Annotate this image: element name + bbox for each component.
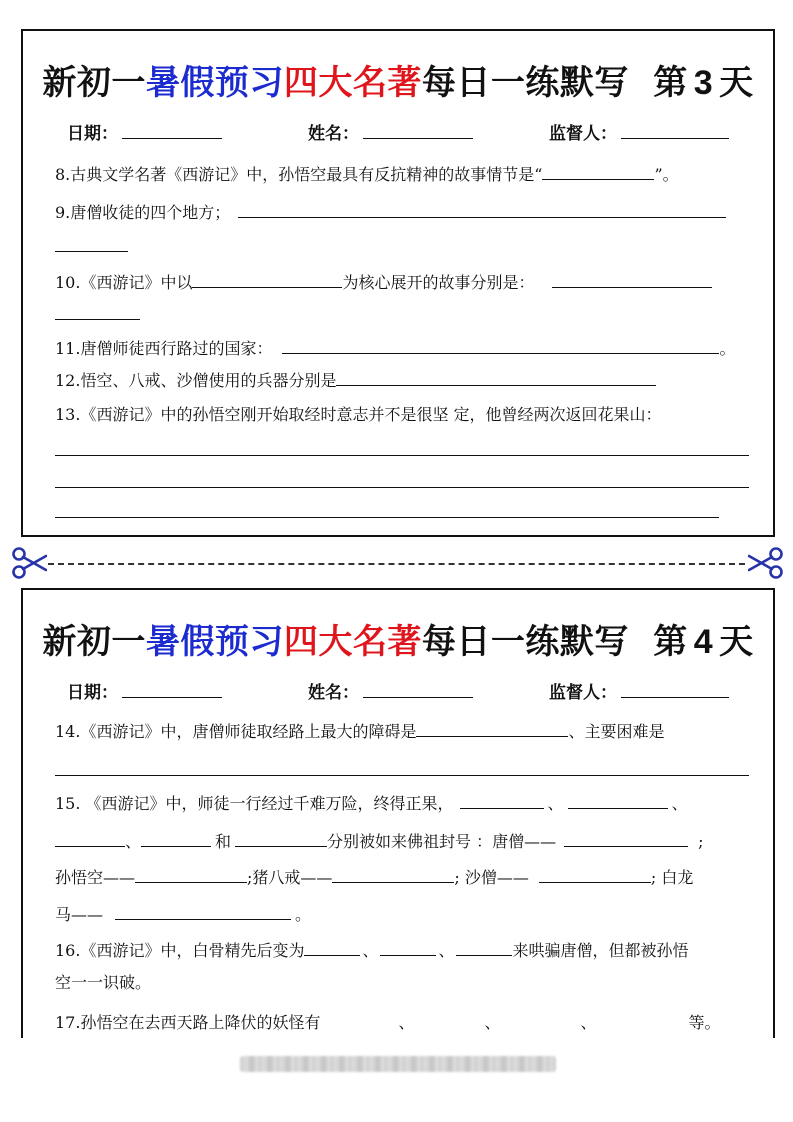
q14-text-a: 14.《西游记》中，唐僧师徒取经路上最大的障碍是 (55, 722, 417, 741)
q14-blank-1[interactable] (416, 720, 568, 737)
day-prefix: 第 (653, 622, 688, 662)
q13-text: 13.《西游记》中的孙悟空刚开始取经时意志并不是很坚 定，他曾经两次返回花果山： (55, 405, 662, 424)
q17-sep: 、 (580, 1013, 597, 1032)
q16-text-c: 空一一识破。 (55, 973, 152, 992)
name-blank[interactable] (363, 122, 473, 139)
supervisor-blank[interactable] (621, 681, 729, 698)
q8-text: 8.古典文学名著《西游记》中，孙悟空最具有反抗精神的故事情节是“ (55, 165, 543, 184)
date-label: 日期： (67, 683, 118, 703)
question-8 (55, 163, 679, 185)
day-number: 4 (693, 623, 714, 661)
q15-tang-seng-blank[interactable] (564, 830, 688, 847)
day-number: 3 (693, 64, 714, 102)
q15-sep: 、 (547, 794, 564, 813)
q15-zhu-bajie-label: ;猪八戒—— (247, 868, 333, 887)
q10-blank-2[interactable] (552, 271, 712, 288)
question-15-line-4 (55, 903, 311, 925)
q15-sep: 、 (125, 832, 142, 851)
q9-continuation-blank[interactable] (55, 251, 128, 252)
q15-and: 和 (215, 832, 232, 851)
q8-end: ”。 (654, 165, 679, 184)
q15-period: 。 (295, 905, 312, 924)
name-label: 姓名： (308, 124, 359, 144)
q13-answer-line-1[interactable] (55, 455, 749, 456)
q15-sep: 、 (671, 794, 688, 813)
q16-text-a: 16.《西游记》中，白骨精先后变为 (55, 941, 305, 960)
q9-text: 9.唐僧收徒的四个地方； (55, 203, 231, 222)
name-blank[interactable] (363, 681, 473, 698)
q15-text-a: 15. 《西游记》中，师徒一行经过千难万险，终得正果， (55, 794, 454, 813)
title-part-3: 四大名著 (283, 63, 422, 103)
supervisor-field (549, 119, 729, 144)
day-suffix: 天 (719, 622, 754, 662)
q15-blank-5[interactable] (235, 830, 327, 847)
question-13 (55, 405, 662, 425)
q13-answer-line-3[interactable] (55, 517, 719, 518)
question-17 (55, 1012, 721, 1033)
blurred-watermark (240, 1056, 556, 1072)
worksheet-title (23, 614, 773, 663)
title-part-1: 新初一 (42, 622, 146, 662)
title-part-1: 新初一 (42, 63, 146, 103)
q15-sun-wukong-blank[interactable] (135, 866, 247, 883)
date-field (67, 119, 222, 144)
date-blank[interactable] (122, 681, 222, 698)
day-prefix: 第 (653, 63, 688, 103)
q17-sep: 、 (398, 1013, 415, 1032)
title-part-2: 暑假预习 (145, 622, 284, 662)
date-field (67, 678, 222, 703)
q15-sha-seng-label: ; 沙僧—— (454, 868, 529, 887)
question-9 (55, 201, 726, 223)
q17-blank-4[interactable] (597, 1012, 689, 1028)
date-blank[interactable] (122, 122, 222, 139)
q17-blank-1[interactable] (320, 1012, 398, 1028)
worksheet-title (23, 55, 773, 104)
worksheet-day-4 (21, 588, 775, 1038)
title-part-4: 每日一练默写 (421, 63, 629, 103)
q16-blank-2[interactable] (380, 939, 436, 956)
question-12 (55, 369, 656, 391)
supervisor-field (549, 678, 729, 703)
q16-blank-1[interactable] (304, 939, 360, 956)
q16-sep: 、 (362, 941, 379, 960)
q15-bai-long-label-2: 马—— (55, 905, 104, 924)
q14-text-b: 、主要困难是 (568, 722, 665, 741)
q15-zhu-bajie-blank[interactable] (332, 866, 454, 883)
question-14 (55, 720, 664, 742)
question-11 (55, 337, 735, 359)
name-field (308, 119, 473, 144)
q17-blank-3[interactable] (500, 1012, 580, 1028)
q15-sun-wukong-label: 孙悟空—— (55, 868, 136, 887)
q15-blank-3[interactable] (55, 830, 125, 847)
q17-sep: 、 (484, 1013, 501, 1032)
scissors-icon-left (11, 546, 47, 580)
supervisor-blank[interactable] (621, 122, 729, 139)
q13-answer-line-2[interactable] (55, 487, 749, 488)
worksheet-day-3 (21, 29, 775, 537)
q10-text-b: 为核心展开的故事分别是： (342, 273, 535, 292)
title-part-4: 每日一练默写 (421, 622, 629, 662)
name-field (308, 678, 473, 703)
scissors-icon-right (748, 546, 784, 580)
q14-answer-line[interactable] (55, 775, 749, 776)
q12-text: 12.悟空、八戒、沙僧使用的兵器分别是 (55, 371, 337, 390)
q15-blank-1[interactable] (460, 792, 544, 809)
q15-semicolon: ; (698, 832, 704, 851)
supervisor-label: 监督人： (549, 124, 617, 144)
name-label: 姓名： (308, 683, 359, 703)
q15-bai-long-label: ; 白龙 (650, 868, 694, 887)
q11-end: 。 (719, 339, 736, 358)
date-label: 日期： (67, 124, 118, 144)
question-16-line-1 (55, 939, 689, 961)
cut-line (48, 563, 745, 565)
q12-blank[interactable] (336, 369, 656, 386)
q15-bai-long-blank[interactable] (115, 903, 291, 920)
question-10 (55, 271, 712, 293)
title-part-3: 四大名著 (283, 622, 422, 662)
q17-blank-2[interactable] (414, 1012, 484, 1028)
day-suffix: 天 (719, 63, 754, 103)
q10-text-a: 10.《西游记》中以 (55, 273, 193, 292)
q11-text: 11.唐僧师徒西行路过的国家： (55, 339, 273, 358)
supervisor-label: 监督人： (549, 683, 617, 703)
question-15-line-2 (55, 830, 704, 852)
q16-sep: 、 (438, 941, 455, 960)
q9-blank[interactable] (238, 201, 726, 218)
q17-text-a: 17.孙悟空在去西天路上降伏的妖怪有 (55, 1013, 321, 1032)
q17-end: 等。 (688, 1013, 721, 1032)
q15-sha-seng-blank[interactable] (539, 866, 651, 883)
question-15-line-1 (55, 792, 688, 814)
q16-text-b: 来哄骗唐僧，但都被孙悟 (512, 941, 689, 960)
q10-blank-1[interactable] (192, 271, 342, 288)
q16-blank-3[interactable] (456, 939, 512, 956)
q15-text-b: 分别被如来佛祖封号 ：唐僧—— (327, 832, 557, 851)
q11-blank[interactable] (282, 337, 719, 354)
q10-continuation-blank[interactable] (55, 319, 140, 320)
q15-blank-2[interactable] (568, 792, 668, 809)
question-16-line-2 (55, 973, 151, 993)
question-15-line-3 (55, 866, 693, 888)
q8-blank[interactable] (542, 163, 654, 180)
q15-blank-4[interactable] (141, 830, 211, 847)
title-part-2: 暑假预习 (145, 63, 284, 103)
